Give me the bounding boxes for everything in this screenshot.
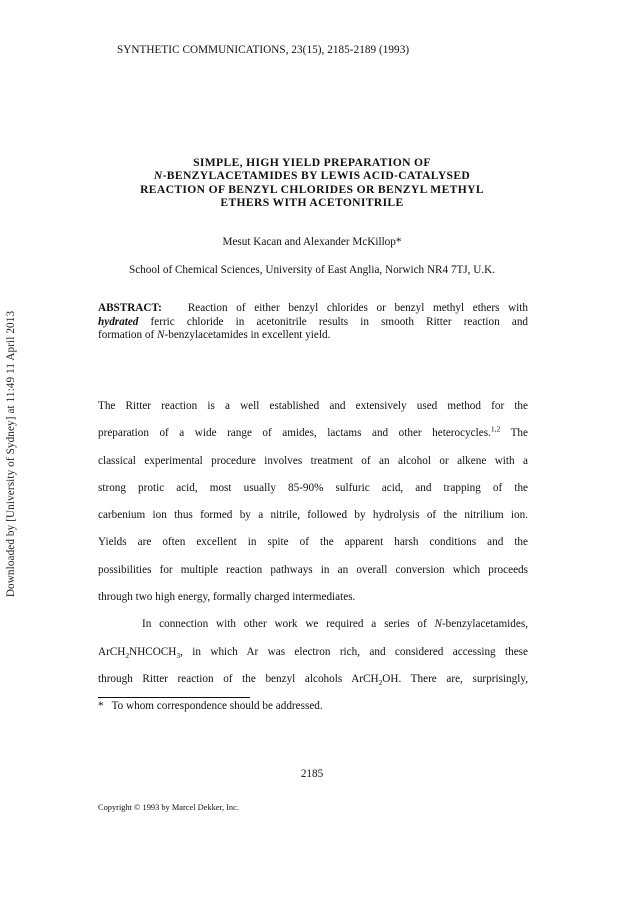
body-line-3: classical experimental procedure involves treatment of an alcohol or alkene with a [98,454,528,467]
body-line-10-c: , in which Ar was electron rich, and considered accessing these [180,645,528,658]
body-subscript-2: 2 [125,650,130,660]
author-list: Mesut Kacan and Alexander McKillop* [222,236,402,248]
author-affiliation: School of Chemical Sciences, University of East Anglia, Norwich NR4 7TJ, U.K. [128,264,496,276]
body-line-6: Yields are often excellent in spite of the apparent harsh conditions and the [98,536,528,549]
copyright-notice: Copyright © 1993 by Marcel Dekker, Inc. [98,803,239,812]
body-line-11 [98,671,528,698]
citation-superscript: 1,2 [490,424,501,434]
body-line-9-a: In connection with other work we required a series of [142,618,435,631]
abstract-emphasis-hydrated: hydrated [98,315,139,328]
abstract-line-1 [98,302,528,316]
title-line-2-rest: -BENZYLACETAMIDES BY LEWIS ACID-CATALYSED [162,169,471,183]
body-line-10-a: ArCH [98,645,126,658]
abstract-italic-n: N [157,329,165,342]
abstract-line-3-a: formation of [98,329,158,342]
page-number: 2185 [300,768,324,780]
body-line-11-a: through Ritter reaction of the benzyl alcohols ArCH [98,672,379,685]
footnote-mark: * [98,700,104,712]
download-watermark-text: Downloaded by [University of Sydney] at 11:49 11 April 2013 [5,310,17,598]
footnote [98,700,323,712]
footnote-text: To whom correspondence should be addressed. [111,700,323,712]
body-line-8: through two high energy, formally charged intermediates. [98,591,356,604]
abstract [98,302,528,343]
body-line-9 [98,616,528,643]
body-line-1: The Ritter reaction is a well established and extensively used method for the [98,400,528,412]
download-watermark [2,274,20,634]
abstract-line-1-text: Reaction of either benzyl chlorides or benzyl methyl ethers with [187,302,528,314]
title-line-1: SIMPLE, HIGH YIELD PREPARATION OF [193,156,431,169]
body-line-2-a: preparation of a wide range of amides, lactams and other heterocycles. [98,427,491,440]
paper-title [96,156,528,210]
abstract-line-2 [98,316,528,330]
abstract-line-3 [98,329,528,343]
title-italic-n: N [153,169,163,183]
body-italic-n: N [434,618,442,631]
body-subscript-3: 3 [176,650,181,660]
body-line-11-b: OH. There are, surprisingly, [382,672,529,685]
body-text [98,398,528,698]
journal-header: SYNTHETIC COMMUNICATIONS, 23(15), 2185-2189 (1993) [117,44,410,56]
title-line-2 [96,169,528,182]
title-line-3: REACTION OF BENZYL CHLORIDES OR BENZYL METHYL [140,182,484,196]
body-line-5: carbenium ion thus formed by a nitrile, followed by hydrolysis of the nitrilium ion. [98,509,528,522]
abstract-label: ABSTRACT: [98,302,162,314]
body-line-7: possibilities for multiple reaction pathways in an overall conversion which proceeds [98,563,528,576]
footnote-rule [98,697,250,698]
body-line-2 [98,425,528,452]
body-line-9-b: -benzylacetamides, [441,618,528,631]
body-line-4: strong protic acid, most usually 85-90% sulfuric acid, and trapping of the [98,481,528,494]
body-line-2-b: The [510,427,528,440]
body-line-10-b: NHCOCH [129,645,177,658]
body-line-10 [98,644,528,671]
body-subscript-2b: 2 [378,678,383,688]
abstract-line-2-text: ferric chloride in acetonitrile results in smooth Ritter reaction and [150,315,529,328]
abstract-line-3-b: -benzylacetamides in excellent yield. [164,329,331,342]
title-line-4: ETHERS WITH ACETONITRILE [220,196,404,210]
